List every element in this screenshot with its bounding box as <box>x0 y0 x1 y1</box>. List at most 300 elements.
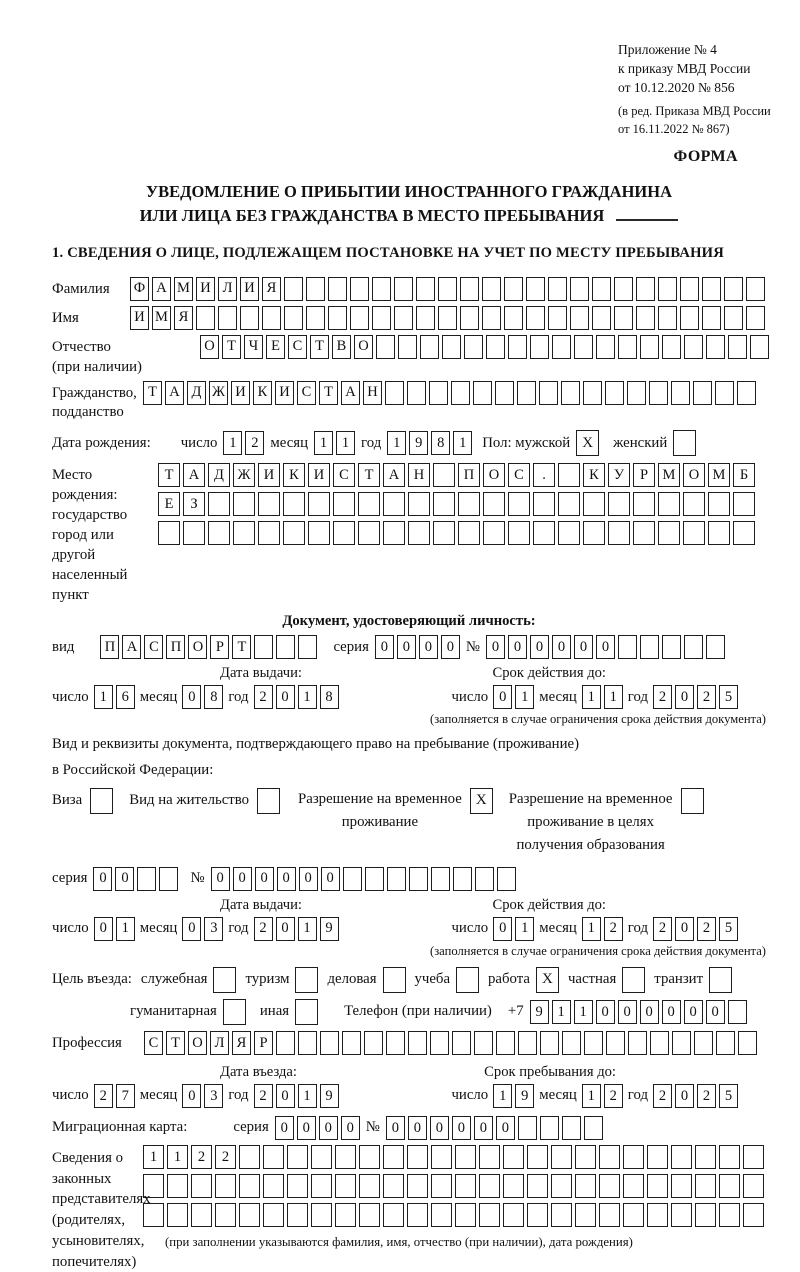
char-cell[interactable] <box>647 1174 668 1198</box>
char-cell[interactable] <box>743 1145 764 1169</box>
char-cell[interactable]: И <box>275 381 294 405</box>
char-cell[interactable] <box>628 1031 647 1055</box>
char-cell[interactable] <box>442 335 461 359</box>
char-cell[interactable] <box>733 492 755 516</box>
char-cell[interactable]: 9 <box>530 1000 549 1024</box>
char-cell[interactable] <box>650 1031 669 1055</box>
char-cell[interactable] <box>383 492 405 516</box>
char-cell[interactable]: 1 <box>143 1145 164 1169</box>
char-cell[interactable] <box>284 306 303 330</box>
char-cell[interactable] <box>527 1203 548 1227</box>
char-cell[interactable]: 0 <box>182 1084 201 1108</box>
char-cell[interactable] <box>431 1203 452 1227</box>
char-cell[interactable] <box>508 492 530 516</box>
char-cell[interactable] <box>298 635 317 659</box>
char-cell[interactable]: С <box>333 463 355 487</box>
char-cell[interactable] <box>394 306 413 330</box>
char-cell[interactable] <box>671 1145 692 1169</box>
char-cell[interactable] <box>608 521 630 545</box>
char-cell[interactable]: 1 <box>604 685 623 709</box>
char-cell[interactable] <box>627 381 646 405</box>
char-cell[interactable] <box>672 1031 691 1055</box>
char-cell[interactable] <box>583 521 605 545</box>
char-cell[interactable]: 2 <box>254 1084 273 1108</box>
char-cell[interactable]: Л <box>210 1031 229 1055</box>
char-cell[interactable] <box>308 521 330 545</box>
char-cell[interactable] <box>551 1174 572 1198</box>
char-cell[interactable] <box>583 492 605 516</box>
char-cell[interactable]: 1 <box>298 685 317 709</box>
char-cell[interactable] <box>702 277 721 301</box>
char-cell[interactable]: К <box>253 381 272 405</box>
char-cell[interactable]: Ч <box>244 335 263 359</box>
char-cell[interactable]: 1 <box>493 1084 512 1108</box>
char-cell[interactable] <box>218 306 237 330</box>
char-cell[interactable] <box>504 277 523 301</box>
char-cell[interactable] <box>496 1031 515 1055</box>
char-cell[interactable] <box>695 1174 716 1198</box>
char-cell[interactable]: М <box>152 306 171 330</box>
char-cell[interactable]: 0 <box>596 635 615 659</box>
char-cell[interactable] <box>475 867 494 891</box>
char-cell[interactable] <box>460 306 479 330</box>
char-cell[interactable]: 2 <box>653 917 672 941</box>
char-cell[interactable]: 0 <box>211 867 230 891</box>
char-cell[interactable] <box>495 381 514 405</box>
char-cell[interactable]: 1 <box>574 1000 593 1024</box>
char-cell[interactable]: А <box>183 463 205 487</box>
char-cell[interactable]: И <box>308 463 330 487</box>
char-cell[interactable]: 0 <box>452 1116 471 1140</box>
char-cell[interactable] <box>409 867 428 891</box>
char-cell[interactable] <box>407 1203 428 1227</box>
char-cell[interactable] <box>311 1174 332 1198</box>
char-cell[interactable] <box>599 1203 620 1227</box>
char-cell[interactable] <box>706 635 725 659</box>
char-cell[interactable]: 1 <box>515 685 534 709</box>
char-cell[interactable]: С <box>508 463 530 487</box>
char-cell[interactable] <box>683 492 705 516</box>
char-cell[interactable] <box>283 492 305 516</box>
purpose-private-checkbox[interactable] <box>622 967 645 993</box>
char-cell[interactable]: 9 <box>320 1084 339 1108</box>
char-cell[interactable] <box>599 1174 620 1198</box>
purpose-business-checkbox[interactable] <box>383 967 406 993</box>
char-cell[interactable]: 0 <box>408 1116 427 1140</box>
char-cell[interactable]: 0 <box>321 867 340 891</box>
char-cell[interactable] <box>328 277 347 301</box>
char-cell[interactable] <box>335 1174 356 1198</box>
char-cell[interactable]: 6 <box>116 685 135 709</box>
char-cell[interactable] <box>458 521 480 545</box>
char-cell[interactable] <box>372 306 391 330</box>
char-cell[interactable]: М <box>658 463 680 487</box>
char-cell[interactable]: О <box>354 335 373 359</box>
char-cell[interactable]: 1 <box>552 1000 571 1024</box>
char-cell[interactable]: 2 <box>191 1145 212 1169</box>
char-cell[interactable] <box>453 867 472 891</box>
char-cell[interactable] <box>350 306 369 330</box>
char-cell[interactable]: Р <box>210 635 229 659</box>
char-cell[interactable] <box>562 1031 581 1055</box>
char-cell[interactable] <box>474 1031 493 1055</box>
char-cell[interactable] <box>680 306 699 330</box>
char-cell[interactable] <box>240 306 259 330</box>
char-cell[interactable]: 0 <box>684 1000 703 1024</box>
char-cell[interactable] <box>719 1203 740 1227</box>
temp-residence-checkbox[interactable]: X <box>470 788 493 814</box>
char-cell[interactable] <box>695 1145 716 1169</box>
char-cell[interactable] <box>420 335 439 359</box>
char-cell[interactable] <box>680 277 699 301</box>
char-cell[interactable] <box>728 1000 747 1024</box>
purpose-work-checkbox[interactable]: X <box>536 967 559 993</box>
char-cell[interactable] <box>647 1203 668 1227</box>
char-cell[interactable]: 0 <box>430 1116 449 1140</box>
char-cell[interactable] <box>408 521 430 545</box>
purpose-humanitarian-checkbox[interactable] <box>223 999 246 1025</box>
char-cell[interactable] <box>430 1031 449 1055</box>
char-cell[interactable] <box>311 1145 332 1169</box>
char-cell[interactable] <box>623 1145 644 1169</box>
char-cell[interactable] <box>562 1116 581 1140</box>
char-cell[interactable] <box>263 1145 284 1169</box>
char-cell[interactable]: Д <box>208 463 230 487</box>
char-cell[interactable]: Т <box>166 1031 185 1055</box>
char-cell[interactable] <box>383 1174 404 1198</box>
char-cell[interactable]: Ж <box>233 463 255 487</box>
char-cell[interactable] <box>333 492 355 516</box>
char-cell[interactable] <box>497 867 516 891</box>
char-cell[interactable] <box>558 463 580 487</box>
char-cell[interactable]: Т <box>222 335 241 359</box>
char-cell[interactable]: 9 <box>515 1084 534 1108</box>
char-cell[interactable]: 0 <box>675 1084 694 1108</box>
char-cell[interactable] <box>540 1116 559 1140</box>
char-cell[interactable] <box>239 1145 260 1169</box>
char-cell[interactable] <box>706 335 725 359</box>
char-cell[interactable] <box>636 306 655 330</box>
char-cell[interactable] <box>636 277 655 301</box>
char-cell[interactable] <box>570 277 589 301</box>
char-cell[interactable] <box>455 1203 476 1227</box>
char-cell[interactable] <box>137 867 156 891</box>
char-cell[interactable] <box>416 306 435 330</box>
char-cell[interactable] <box>716 1031 735 1055</box>
char-cell[interactable] <box>633 521 655 545</box>
char-cell[interactable] <box>606 1031 625 1055</box>
char-cell[interactable] <box>306 277 325 301</box>
char-cell[interactable] <box>737 381 756 405</box>
char-cell[interactable] <box>167 1174 188 1198</box>
char-cell[interactable]: 0 <box>182 685 201 709</box>
char-cell[interactable] <box>540 1031 559 1055</box>
char-cell[interactable] <box>649 381 668 405</box>
char-cell[interactable] <box>715 381 734 405</box>
char-cell[interactable] <box>408 1031 427 1055</box>
char-cell[interactable] <box>623 1174 644 1198</box>
char-cell[interactable]: Н <box>363 381 382 405</box>
char-cell[interactable] <box>551 1203 572 1227</box>
char-cell[interactable]: С <box>297 381 316 405</box>
char-cell[interactable]: О <box>200 335 219 359</box>
char-cell[interactable] <box>719 1145 740 1169</box>
sex-male-checkbox[interactable]: X <box>576 430 599 456</box>
char-cell[interactable]: О <box>188 635 207 659</box>
char-cell[interactable]: 0 <box>233 867 252 891</box>
char-cell[interactable]: 0 <box>493 917 512 941</box>
char-cell[interactable] <box>533 521 555 545</box>
char-cell[interactable]: 8 <box>204 685 223 709</box>
char-cell[interactable]: А <box>165 381 184 405</box>
char-cell[interactable]: И <box>240 277 259 301</box>
char-cell[interactable]: 2 <box>697 685 716 709</box>
char-cell[interactable] <box>483 492 505 516</box>
char-cell[interactable] <box>283 521 305 545</box>
char-cell[interactable]: П <box>458 463 480 487</box>
char-cell[interactable] <box>662 335 681 359</box>
char-cell[interactable]: 9 <box>320 917 339 941</box>
purpose-transit-checkbox[interactable] <box>709 967 732 993</box>
char-cell[interactable]: 2 <box>653 1084 672 1108</box>
char-cell[interactable] <box>335 1145 356 1169</box>
purpose-other-checkbox[interactable] <box>295 999 318 1025</box>
char-cell[interactable]: 1 <box>94 685 113 709</box>
char-cell[interactable] <box>584 1031 603 1055</box>
char-cell[interactable]: 0 <box>276 917 295 941</box>
char-cell[interactable] <box>614 277 633 301</box>
char-cell[interactable]: 1 <box>582 1084 601 1108</box>
char-cell[interactable] <box>640 635 659 659</box>
char-cell[interactable]: 0 <box>596 1000 615 1024</box>
char-cell[interactable]: 0 <box>675 917 694 941</box>
char-cell[interactable] <box>191 1174 212 1198</box>
char-cell[interactable] <box>276 1031 295 1055</box>
char-cell[interactable]: 3 <box>204 917 223 941</box>
char-cell[interactable] <box>387 867 406 891</box>
char-cell[interactable]: Ж <box>209 381 228 405</box>
char-cell[interactable] <box>518 1116 537 1140</box>
char-cell[interactable] <box>358 492 380 516</box>
char-cell[interactable] <box>455 1145 476 1169</box>
char-cell[interactable] <box>451 381 470 405</box>
char-cell[interactable]: И <box>130 306 149 330</box>
char-cell[interactable] <box>358 521 380 545</box>
char-cell[interactable] <box>342 1031 361 1055</box>
char-cell[interactable]: 0 <box>297 1116 316 1140</box>
char-cell[interactable]: Т <box>319 381 338 405</box>
char-cell[interactable]: 0 <box>386 1116 405 1140</box>
char-cell[interactable]: О <box>483 463 505 487</box>
char-cell[interactable]: 0 <box>640 1000 659 1024</box>
char-cell[interactable]: 0 <box>115 867 134 891</box>
char-cell[interactable]: З <box>183 492 205 516</box>
char-cell[interactable]: Я <box>174 306 193 330</box>
char-cell[interactable] <box>438 306 457 330</box>
char-cell[interactable] <box>592 277 611 301</box>
char-cell[interactable] <box>551 1145 572 1169</box>
char-cell[interactable]: . <box>533 463 555 487</box>
char-cell[interactable]: 0 <box>341 1116 360 1140</box>
char-cell[interactable] <box>633 492 655 516</box>
char-cell[interactable] <box>183 521 205 545</box>
char-cell[interactable] <box>527 1145 548 1169</box>
char-cell[interactable]: 8 <box>431 431 450 455</box>
char-cell[interactable] <box>526 306 545 330</box>
char-cell[interactable] <box>574 335 593 359</box>
char-cell[interactable]: 7 <box>116 1084 135 1108</box>
char-cell[interactable] <box>464 335 483 359</box>
char-cell[interactable] <box>482 277 501 301</box>
char-cell[interactable] <box>262 306 281 330</box>
char-cell[interactable] <box>258 492 280 516</box>
char-cell[interactable]: 5 <box>719 685 738 709</box>
char-cell[interactable]: 1 <box>223 431 242 455</box>
char-cell[interactable] <box>158 521 180 545</box>
char-cell[interactable] <box>526 277 545 301</box>
char-cell[interactable] <box>508 521 530 545</box>
char-cell[interactable] <box>683 521 705 545</box>
char-cell[interactable] <box>239 1174 260 1198</box>
char-cell[interactable]: Е <box>266 335 285 359</box>
char-cell[interactable] <box>431 1174 452 1198</box>
char-cell[interactable] <box>583 381 602 405</box>
char-cell[interactable] <box>508 335 527 359</box>
sex-female-checkbox[interactable] <box>673 430 696 456</box>
char-cell[interactable]: 0 <box>706 1000 725 1024</box>
char-cell[interactable] <box>429 381 448 405</box>
char-cell[interactable]: 0 <box>94 917 113 941</box>
char-cell[interactable]: 0 <box>419 635 438 659</box>
char-cell[interactable]: Р <box>254 1031 273 1055</box>
char-cell[interactable] <box>479 1203 500 1227</box>
char-cell[interactable] <box>394 277 413 301</box>
char-cell[interactable] <box>539 381 558 405</box>
char-cell[interactable] <box>605 381 624 405</box>
char-cell[interactable] <box>233 492 255 516</box>
char-cell[interactable] <box>599 1145 620 1169</box>
char-cell[interactable]: 9 <box>409 431 428 455</box>
char-cell[interactable] <box>640 335 659 359</box>
char-cell[interactable] <box>548 277 567 301</box>
char-cell[interactable]: 1 <box>298 917 317 941</box>
char-cell[interactable] <box>263 1203 284 1227</box>
char-cell[interactable]: 0 <box>441 635 460 659</box>
visa-checkbox[interactable] <box>90 788 113 814</box>
char-cell[interactable]: 0 <box>574 635 593 659</box>
char-cell[interactable] <box>276 635 295 659</box>
purpose-tourism-checkbox[interactable] <box>295 967 318 993</box>
char-cell[interactable] <box>473 381 492 405</box>
char-cell[interactable] <box>458 492 480 516</box>
char-cell[interactable] <box>258 521 280 545</box>
char-cell[interactable] <box>433 492 455 516</box>
char-cell[interactable] <box>452 1031 471 1055</box>
char-cell[interactable] <box>167 1203 188 1227</box>
char-cell[interactable]: 2 <box>254 685 273 709</box>
char-cell[interactable]: 0 <box>662 1000 681 1024</box>
char-cell[interactable]: У <box>608 463 630 487</box>
char-cell[interactable] <box>533 492 555 516</box>
char-cell[interactable] <box>196 306 215 330</box>
char-cell[interactable] <box>647 1145 668 1169</box>
char-cell[interactable]: 3 <box>204 1084 223 1108</box>
char-cell[interactable] <box>287 1145 308 1169</box>
char-cell[interactable] <box>239 1203 260 1227</box>
char-cell[interactable]: 1 <box>314 431 333 455</box>
char-cell[interactable] <box>143 1174 164 1198</box>
char-cell[interactable]: 1 <box>298 1084 317 1108</box>
char-cell[interactable] <box>618 335 637 359</box>
char-cell[interactable]: 0 <box>276 685 295 709</box>
char-cell[interactable] <box>438 277 457 301</box>
char-cell[interactable] <box>416 277 435 301</box>
char-cell[interactable]: А <box>122 635 141 659</box>
char-cell[interactable] <box>750 335 769 359</box>
char-cell[interactable]: 0 <box>93 867 112 891</box>
char-cell[interactable] <box>215 1203 236 1227</box>
char-cell[interactable]: 0 <box>508 635 527 659</box>
char-cell[interactable]: 1 <box>453 431 472 455</box>
char-cell[interactable]: 0 <box>275 1116 294 1140</box>
char-cell[interactable]: 0 <box>299 867 318 891</box>
char-cell[interactable]: 1 <box>582 917 601 941</box>
char-cell[interactable] <box>658 492 680 516</box>
char-cell[interactable] <box>407 1174 428 1198</box>
char-cell[interactable] <box>359 1174 380 1198</box>
char-cell[interactable] <box>208 492 230 516</box>
char-cell[interactable] <box>287 1174 308 1198</box>
char-cell[interactable] <box>743 1174 764 1198</box>
char-cell[interactable] <box>372 277 391 301</box>
char-cell[interactable] <box>364 1031 383 1055</box>
char-cell[interactable] <box>746 277 765 301</box>
char-cell[interactable] <box>694 1031 713 1055</box>
char-cell[interactable]: 0 <box>277 867 296 891</box>
char-cell[interactable] <box>693 381 712 405</box>
char-cell[interactable]: М <box>708 463 730 487</box>
char-cell[interactable] <box>503 1174 524 1198</box>
char-cell[interactable]: 0 <box>552 635 571 659</box>
char-cell[interactable] <box>254 635 273 659</box>
char-cell[interactable] <box>208 521 230 545</box>
char-cell[interactable] <box>431 867 450 891</box>
char-cell[interactable] <box>584 1116 603 1140</box>
char-cell[interactable]: Р <box>633 463 655 487</box>
char-cell[interactable] <box>575 1145 596 1169</box>
char-cell[interactable] <box>385 381 404 405</box>
char-cell[interactable]: Т <box>310 335 329 359</box>
char-cell[interactable] <box>343 867 362 891</box>
char-cell[interactable] <box>738 1031 757 1055</box>
char-cell[interactable]: 0 <box>486 635 505 659</box>
char-cell[interactable] <box>479 1174 500 1198</box>
char-cell[interactable]: К <box>283 463 305 487</box>
char-cell[interactable] <box>558 521 580 545</box>
char-cell[interactable]: С <box>144 1031 163 1055</box>
char-cell[interactable] <box>287 1203 308 1227</box>
char-cell[interactable] <box>724 277 743 301</box>
char-cell[interactable] <box>284 277 303 301</box>
char-cell[interactable] <box>433 463 455 487</box>
char-cell[interactable] <box>359 1145 380 1169</box>
char-cell[interactable] <box>671 1203 692 1227</box>
char-cell[interactable]: 2 <box>697 1084 716 1108</box>
char-cell[interactable]: 0 <box>530 635 549 659</box>
char-cell[interactable] <box>460 277 479 301</box>
char-cell[interactable]: П <box>100 635 119 659</box>
char-cell[interactable] <box>614 306 633 330</box>
